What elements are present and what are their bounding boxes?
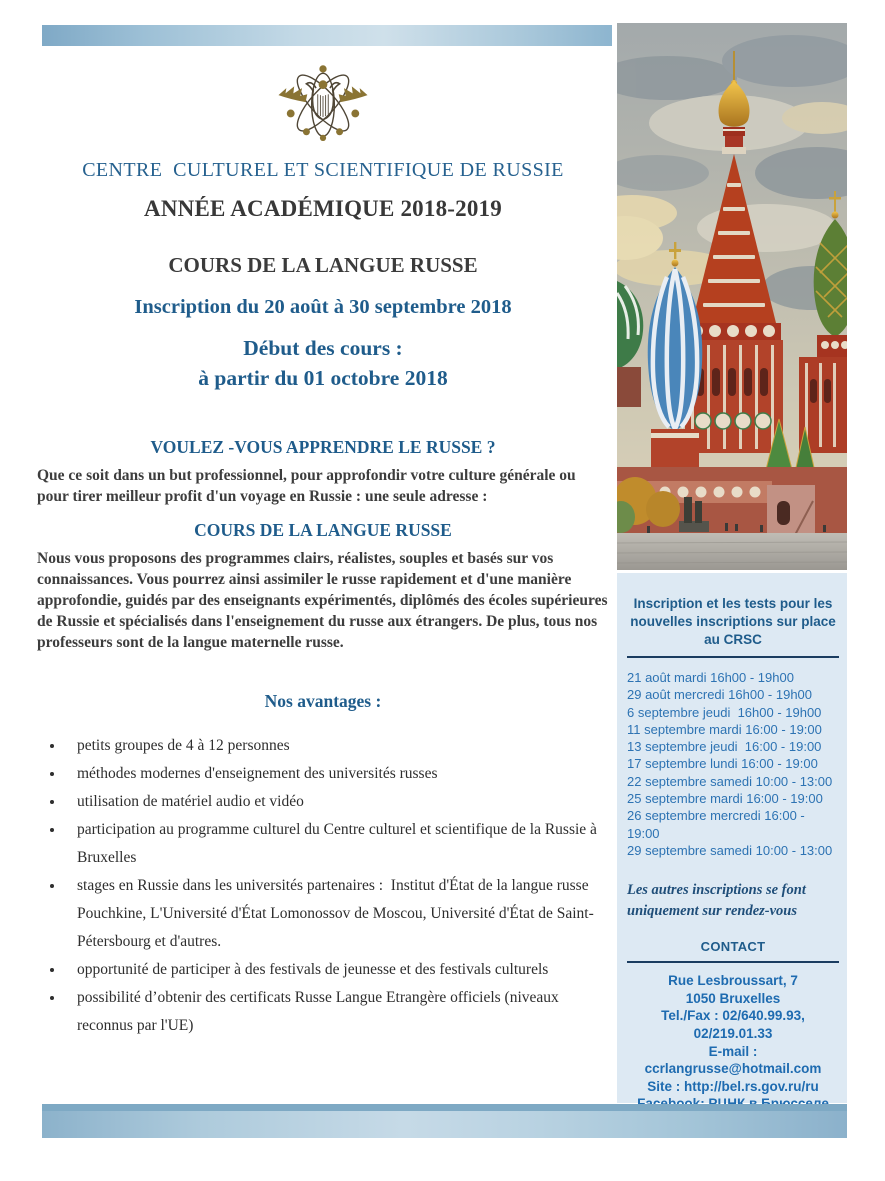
sidebar-divider [627,656,839,658]
course-start-line2: à partir du 01 octobre 2018 [198,366,448,390]
contact-email: E-mail : ccrlangrusse@hotmail.com [644,1043,822,1077]
academic-year-title: ANNÉE ACADÉMIQUE 2018-2019 [144,196,502,221]
schedule-item: 13 septembre jeudi 16:00 - 19:00 [627,739,822,755]
course-title: COURS DE LA LANGUE RUSSE [168,253,478,277]
advantage-item: • possibilité d’obtenir des certificats Russe Langue Etrangère officiels (niveaux reconnus par l'UE) [65,984,609,1040]
rossotrudnichestvo-logo-icon [275,58,371,148]
sidebar-heading: Inscription et les tests pour les nouvelles inscriptions sur place au CRSC [630,596,836,647]
schedule-item: 29 août mercredi 16h00 - 19h00 [627,687,813,703]
schedule-item: 21 août mardi 16h00 - 19h00 [627,670,794,685]
main-column [37,46,609,1040]
logo-container [37,58,609,153]
contact-address-line1: Rue Lesbroussart, 7 [668,973,798,989]
sidebar-panel [617,573,847,1103]
contact-divider [627,961,839,963]
advantages-list [37,732,609,1040]
schedule-item: 11 septembre mardi 16:00 - 19:00 [627,721,822,737]
schedule-item: 29 septembre samedi 10:00 - 13:00 [627,842,833,858]
schedule-item: 6 septembre jeudi 16h00 - 19h00 [627,704,822,720]
schedule-list [627,669,839,859]
intro-paragraph: Que ce soit dans un but professionnel, pour approfondir votre culture générale ou pour tirer meilleur profit d'un voyage en Russie : une seule adresse : [37,467,576,505]
contact-phone-line1: Tel./Fax : 02/640.99.93, [661,1008,805,1024]
advantage-item: • participation au programme culturel du Centre culturel et scientifique de la Russie à Bruxelles [65,816,609,872]
contact-website: Site : http://bel.rs.gov.ru/ru [647,1078,819,1094]
st-basils-cathedral-photo [617,23,847,570]
top-decorative-bar [42,25,612,46]
advantage-item: • méthodes modernes d'enseignement des universités russes [65,760,609,788]
bottom-decorative-bar [42,1104,847,1138]
question-heading: VOULEZ -VOUS APPRENDRE LE RUSSE ? [150,437,496,457]
contact-phone-line2: 02/219.01.33 [693,1026,773,1042]
schedule-item: 25 septembre mardi 16:00 - 19:00 [627,791,823,807]
org-title: CENTRE CULTUREL ET SCIENTIFIQUE DE RUSSIE [82,159,564,181]
advantage-item: • petits groupes de 4 à 12 personnes [65,732,609,760]
schedule-item: 17 septembre lundi 16:00 - 19:00 [627,756,818,772]
advantages-heading: Nos avantages : [264,691,382,711]
advantage-item: • stages en Russie dans les universités partenaires : Institut d'État de la langue russe Pouchkine, L'Université d'État Lomonossov de Moscou, Université d'État de Saint-Pétersbourg et d'autres. [65,872,609,956]
course-start-dates [37,333,609,393]
description-paragraph: Nous vous proposons des programmes clairs, réalistes, souples et basés sur vos connaissances. Vous pourrez ainsi assimiler le russe rapidement et d'une manière approfondie, guidés par des enseignants expérimentés, diplômés des écoles supérieures de Russie et spécialisés dans l'enseignement du russe aux étrangers. De plus, tous nos professeurs sont de la langue maternelle russe. [37,550,608,651]
advantage-item: • utilisation de matériel audio et vidéo [65,788,609,816]
inscription-dates: Inscription du 20 août à 30 septembre 2018 [134,296,512,318]
schedule-item: 26 septembre mercredi 16:00 - 19:00 [627,808,809,841]
advantage-item: • opportunité de participer à des festivals de jeunesse et des festivals culturels [65,956,609,984]
course-heading: COURS DE LA LANGUE RUSSE [194,520,452,540]
contact-heading: CONTACT [700,939,766,955]
appointment-note: Les autres inscriptions se font uniquement sur rendez-vous [627,882,806,920]
course-start-line1: Début des cours : [243,336,403,360]
schedule-item: 22 septembre samedi 10:00 - 13:00 [627,773,833,789]
contact-block [627,972,839,1113]
contact-address-line2: 1050 Bruxelles [685,990,781,1006]
